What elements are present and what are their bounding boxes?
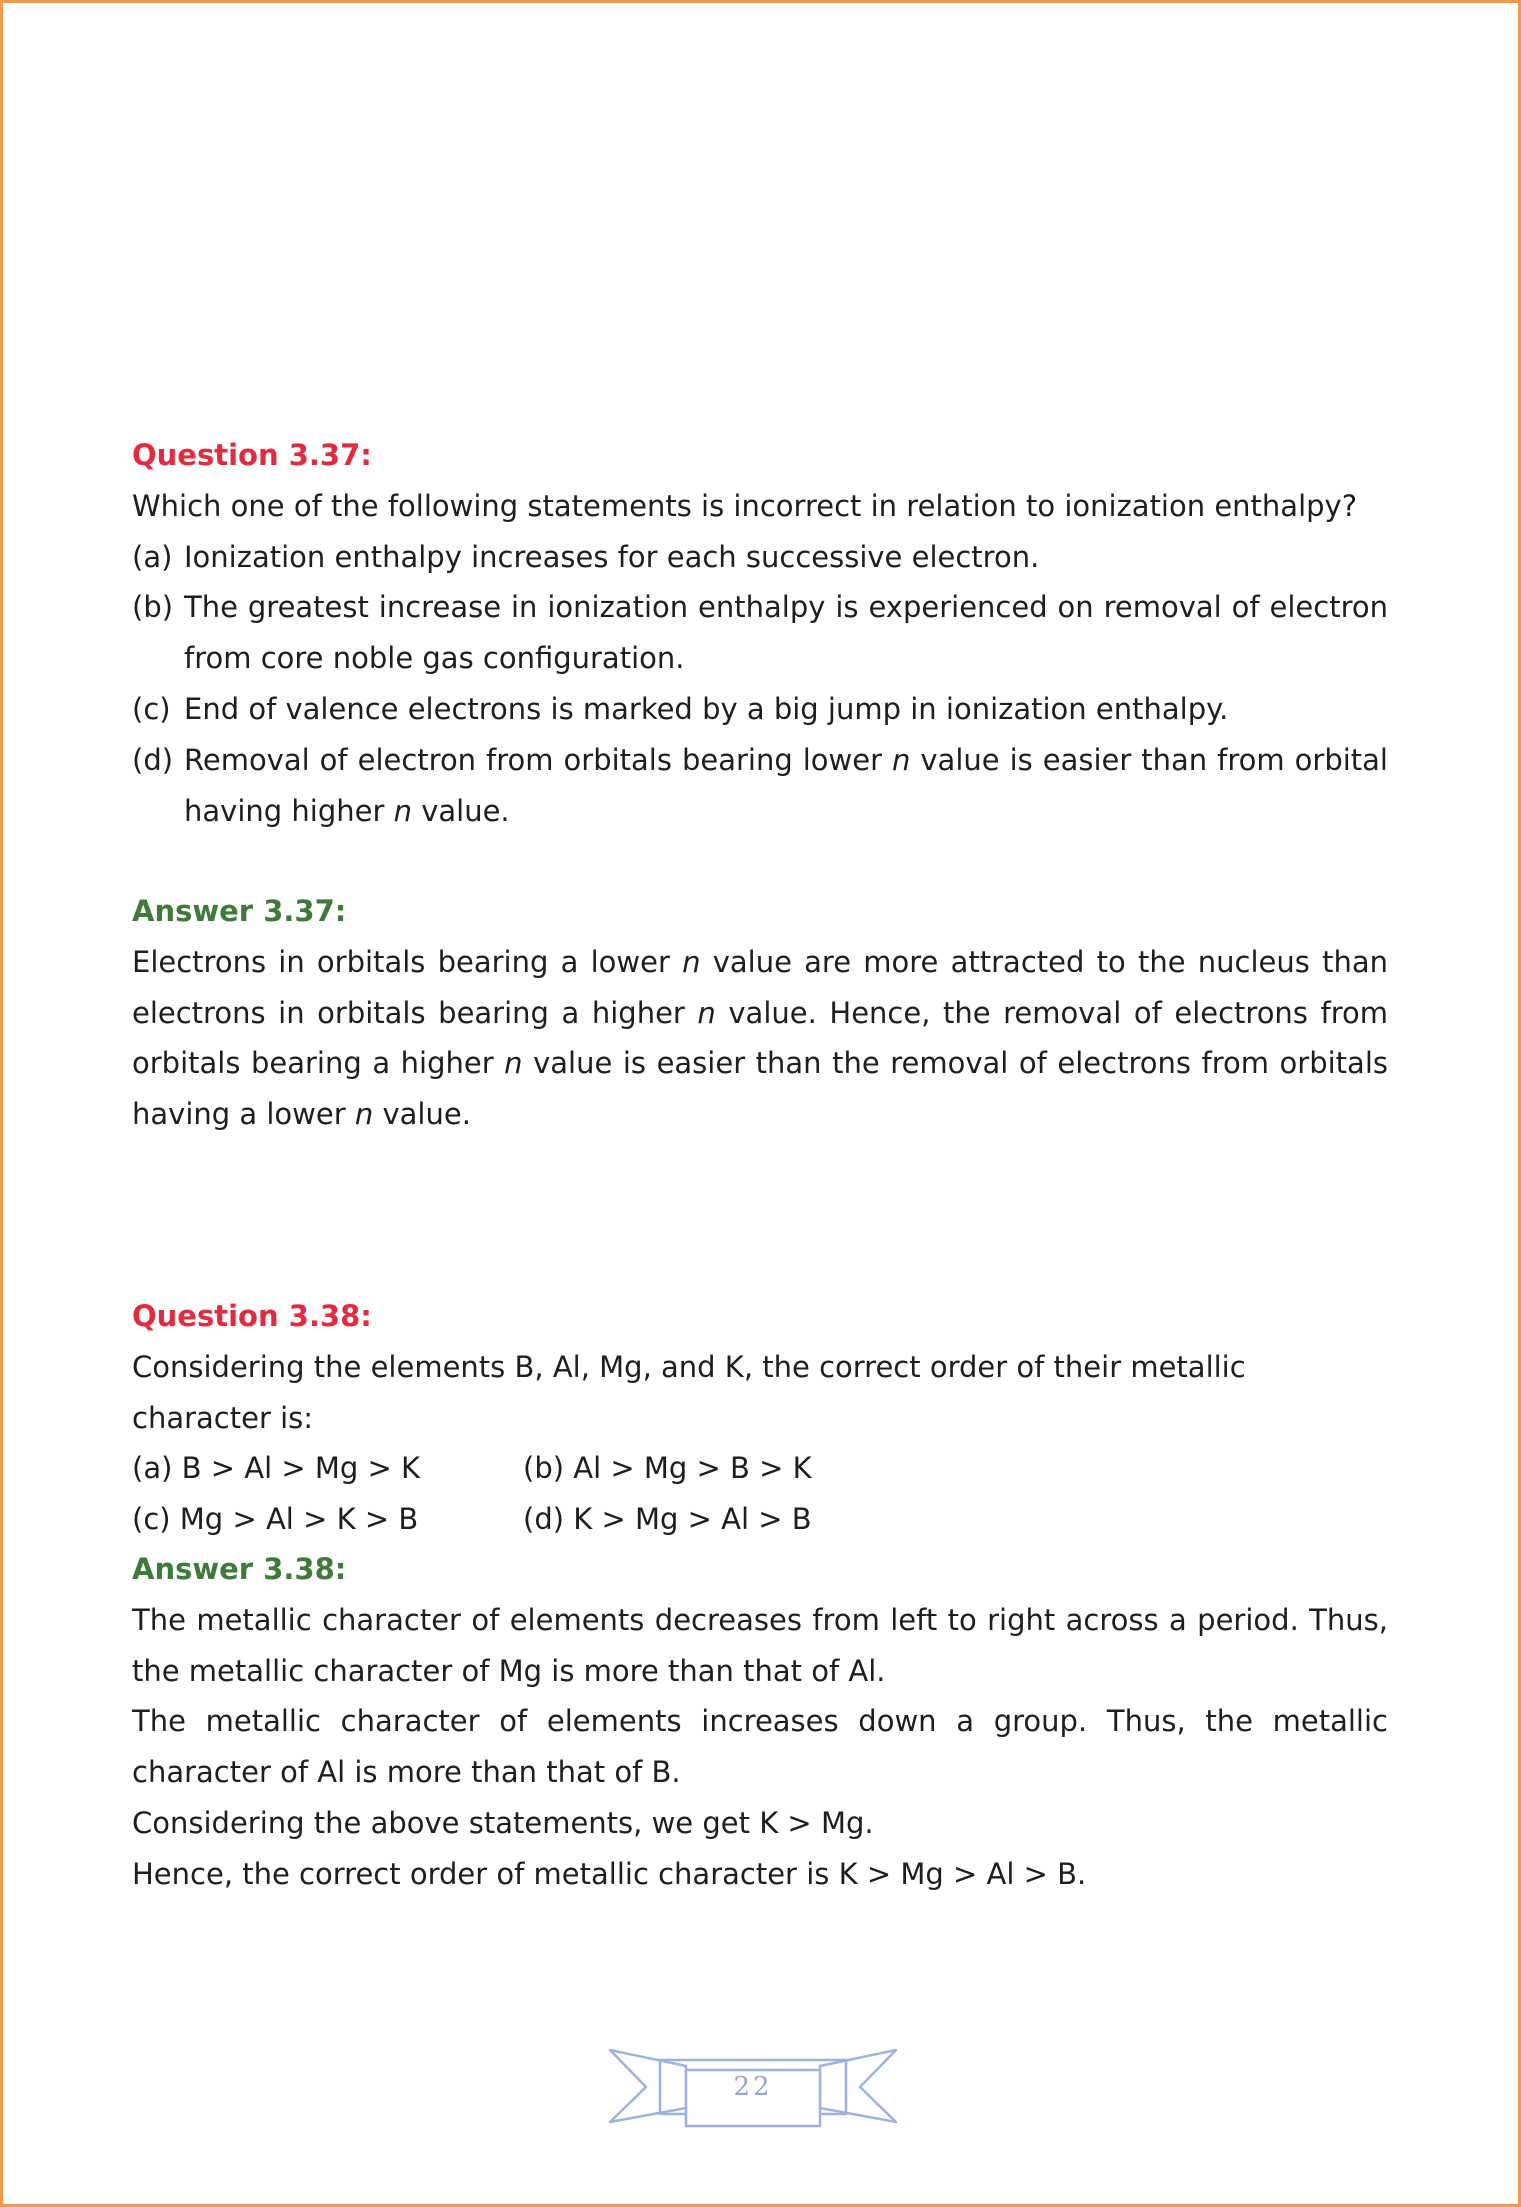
question-heading: Question 3.37:	[132, 438, 372, 472]
answer-paragraph: The metallic character of elements increases down a group. Thus, the metallic character of Al is more than that of B.	[132, 1704, 1388, 1790]
option-d	[132, 735, 1388, 837]
option-label: (c)	[132, 691, 171, 726]
answer-heading: Answer 3.37:	[132, 894, 347, 928]
option-c	[132, 684, 1388, 735]
question-text: Which one of the following statements is incorrect in relation to ionization enthalpy?	[132, 488, 1358, 523]
option-text: End of valence electrons is marked by a big jump in ionization enthalpy.	[184, 691, 1229, 726]
options-row	[132, 1443, 1388, 1494]
option-text: Ionization enthalpy increases for each successive electron.	[184, 539, 1040, 574]
answer-paragraph: The metallic character of elements decreases from left to right across a period. Thus, the metallic character of Mg is more than that of Al.	[132, 1602, 1388, 1688]
answer-3-38	[132, 1544, 1388, 1900]
option-text: The greatest increase in ionization enthalpy is experienced on removal of electron from core noble gas configuration.	[184, 590, 1388, 676]
answer-heading: Answer 3.38:	[132, 1552, 347, 1586]
option-c: (c) Mg > Al > K > B	[132, 1502, 419, 1537]
option-label: (a)	[132, 539, 173, 574]
option-label: (d)	[132, 742, 174, 777]
question-heading: Question 3.38:	[132, 1299, 372, 1333]
option-d: (d) K > Mg > Al > B	[523, 1502, 812, 1537]
option-a	[132, 532, 1388, 583]
option-b	[132, 582, 1388, 684]
question-3-37	[132, 430, 1388, 836]
page-number-ribbon	[608, 2042, 898, 2132]
answer-paragraph: Hence, the correct order of metallic character is K > Mg > Al > B.	[132, 1856, 1087, 1891]
option-a: (a) B > Al > Mg > K	[132, 1451, 421, 1486]
page-number: 22	[733, 2072, 773, 2102]
option-label: (b)	[132, 590, 174, 625]
question-3-38	[132, 1291, 1388, 1545]
answer-paragraph: Considering the above statements, we get K > Mg.	[132, 1805, 874, 1840]
question-text: Considering the elements B, Al, Mg, and K, the correct order of their metallic character is:	[132, 1349, 1246, 1435]
option-text: Removal of electron from orbitals bearing lower n value is easier than from orbital having higher n value.	[184, 742, 1388, 828]
answer-3-37	[132, 886, 1388, 1140]
option-b: (b) Al > Mg > B > K	[523, 1451, 812, 1486]
options-row	[132, 1494, 1388, 1545]
answer-text: Electrons in orbitals bearing a lower n value are more attracted to the nucleus than electrons in orbitals bearing a higher n value. Hence, the removal of electrons from orbitals bearing a higher n value is easier than the removal of electrons from orbitals having a lower n value.	[132, 944, 1388, 1132]
